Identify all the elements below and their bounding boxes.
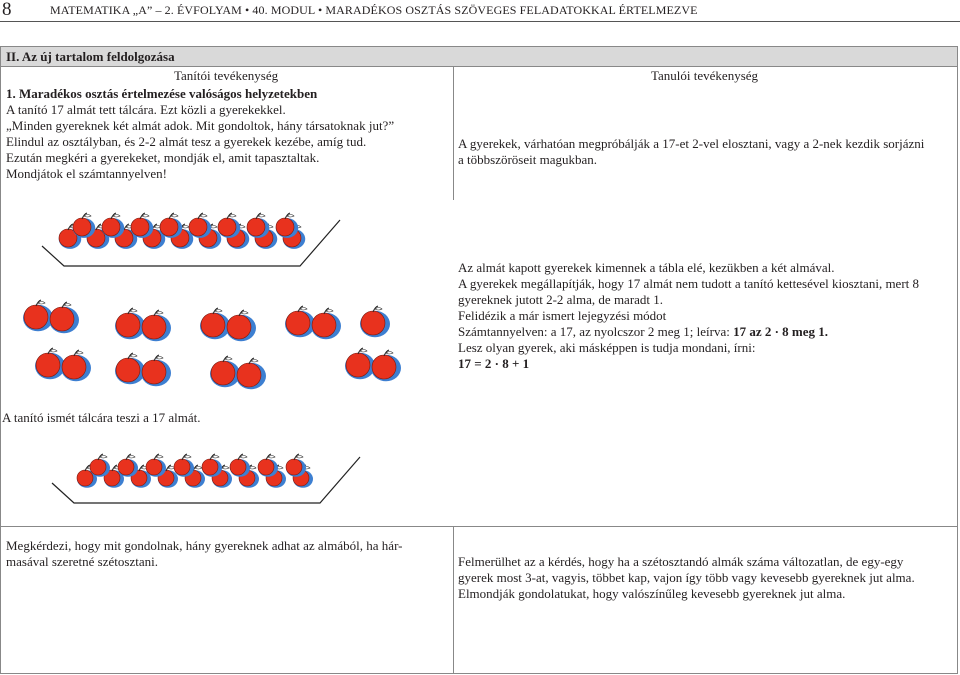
student-line: gyerek most 3-at, vagyis, többet kap, vajon így több vagy kevesebb gyereknek jut alma. <box>458 570 915 585</box>
teacher-line: masával szeretné szétosztani. <box>6 554 158 569</box>
column-divider-top <box>453 66 454 200</box>
student-line: a többszöröseit magukban. <box>458 152 597 167</box>
teacher-column-header: Tanítói tevékenység <box>174 68 279 83</box>
apple-icon <box>141 310 171 341</box>
header-divider <box>0 21 960 22</box>
apple-icon <box>311 308 341 339</box>
apple-icon <box>202 454 222 477</box>
apple-icon <box>61 350 91 381</box>
apple-icon <box>258 454 278 477</box>
student-line: Lesz olyan gyerek, aki másképpen is tudja mondani, írni: <box>458 340 756 355</box>
teacher-line: Ezután megkéri a gyerekeket, mondják el, amit tapasztaltak. <box>6 150 320 165</box>
notation-prefix: Számtannyelven: a 17, az nyolcszor 2 meg 1; leírva: <box>458 324 734 339</box>
apple-icon <box>276 213 299 238</box>
teacher-line: Mondjátok el számtannyelven! <box>6 166 168 181</box>
page-number: 8 <box>2 0 12 20</box>
apple-icon <box>115 353 145 384</box>
student-line: A gyerekek, várhatóan megpróbálják a 17-et 2-vel elosztani, vagy a 2-nek kezdik sorjázni <box>458 136 925 151</box>
apple-tray-illustration-2 <box>50 445 370 515</box>
teacher-line: „Minden gyereknek két almát adok. Mit gondoltok, hány társatoknak jut?” <box>6 118 395 133</box>
student-line: Az almát kapott gyerekek kimennek a tábla elé, kezükben a két almával. <box>458 260 835 275</box>
apple-icon <box>160 213 183 238</box>
teacher-line: A tanító ismét tálcára teszi a 17 almát. <box>2 410 201 425</box>
lesson-heading: 1. Maradékos osztás értelmezése valóságos helyzetekben <box>6 86 318 101</box>
apple-icon <box>102 213 125 238</box>
apple-icon <box>200 308 230 339</box>
apple-icon <box>285 306 315 337</box>
student-line: Felmerülhet az a kérdés, hogy ha a szétosztandó almák száma változatlan, de egy-egy <box>458 554 904 569</box>
apple-icon <box>226 310 256 341</box>
teacher-line: A tanító 17 almát tett tálcára. Ezt közli a gyerekekkel. <box>6 102 286 117</box>
teacher-line: Elindul az osztályban, és 2-2 almát tesz a gyerekek kezébe, amíg tud. <box>6 134 367 149</box>
apple-tray-illustration <box>40 200 350 270</box>
apple-icon <box>371 350 401 381</box>
apple-icon <box>118 454 138 477</box>
column-divider-bottom <box>453 526 454 674</box>
row-divider <box>0 526 958 527</box>
student-line: Elmondják gondolatukat, hogy valószínűleg kevesebb gyereknek jut alma. <box>458 586 846 601</box>
student-line: A gyerekek megállapítják, hogy 17 almát nem tudott a tanító kettesével kiosztani, mert 8 <box>458 276 920 291</box>
apple-icon <box>73 213 96 238</box>
apple-icon <box>49 302 79 333</box>
apple-icon <box>210 356 240 387</box>
apple-icon <box>174 454 194 477</box>
apple-icon <box>230 454 250 477</box>
equation: 17 = 2 · 8 + 1 <box>458 356 530 371</box>
student-line-notation <box>458 324 828 340</box>
apple-icon <box>218 213 241 238</box>
student-line: gyereknek jutott 2-2 alma, de maradt 1. <box>458 292 664 307</box>
apple-icon <box>23 300 53 331</box>
apple-icon <box>146 454 166 477</box>
page-header <box>0 0 960 22</box>
apple-icon <box>360 306 390 337</box>
student-column-header: Tanulói tevékenység <box>651 68 759 83</box>
apple-icon <box>236 358 266 389</box>
notation-bold: 17 az 2 · 8 meg 1. <box>733 324 829 339</box>
apple-icon <box>115 308 145 339</box>
apple-icon <box>286 454 306 477</box>
apple-icon <box>247 213 270 238</box>
student-line: Felidézik a már ismert lejegyzési módot <box>458 308 667 323</box>
column-header-divider <box>0 66 958 67</box>
apple-icon <box>345 348 375 379</box>
apple-icon <box>35 348 65 379</box>
apple-icon <box>90 454 110 477</box>
running-title: MATEMATIKA „A” – 2. ÉVFOLYAM • 40. MODUL • MARADÉKOS OSZTÁS SZÖVEGES FELADATOKKAL ÉRTELMEZVE <box>50 3 698 17</box>
section-title: II. Az új tartalom feldolgozása <box>6 49 175 64</box>
teacher-line: Megkérdezi, hogy mit gondolnak, hány gyereknek adhat az almából, ha hár- <box>6 538 403 553</box>
apple-icon <box>189 213 212 238</box>
apple-icon <box>131 213 154 238</box>
apple-icon <box>141 355 171 386</box>
children-apples-illustration <box>8 295 408 395</box>
